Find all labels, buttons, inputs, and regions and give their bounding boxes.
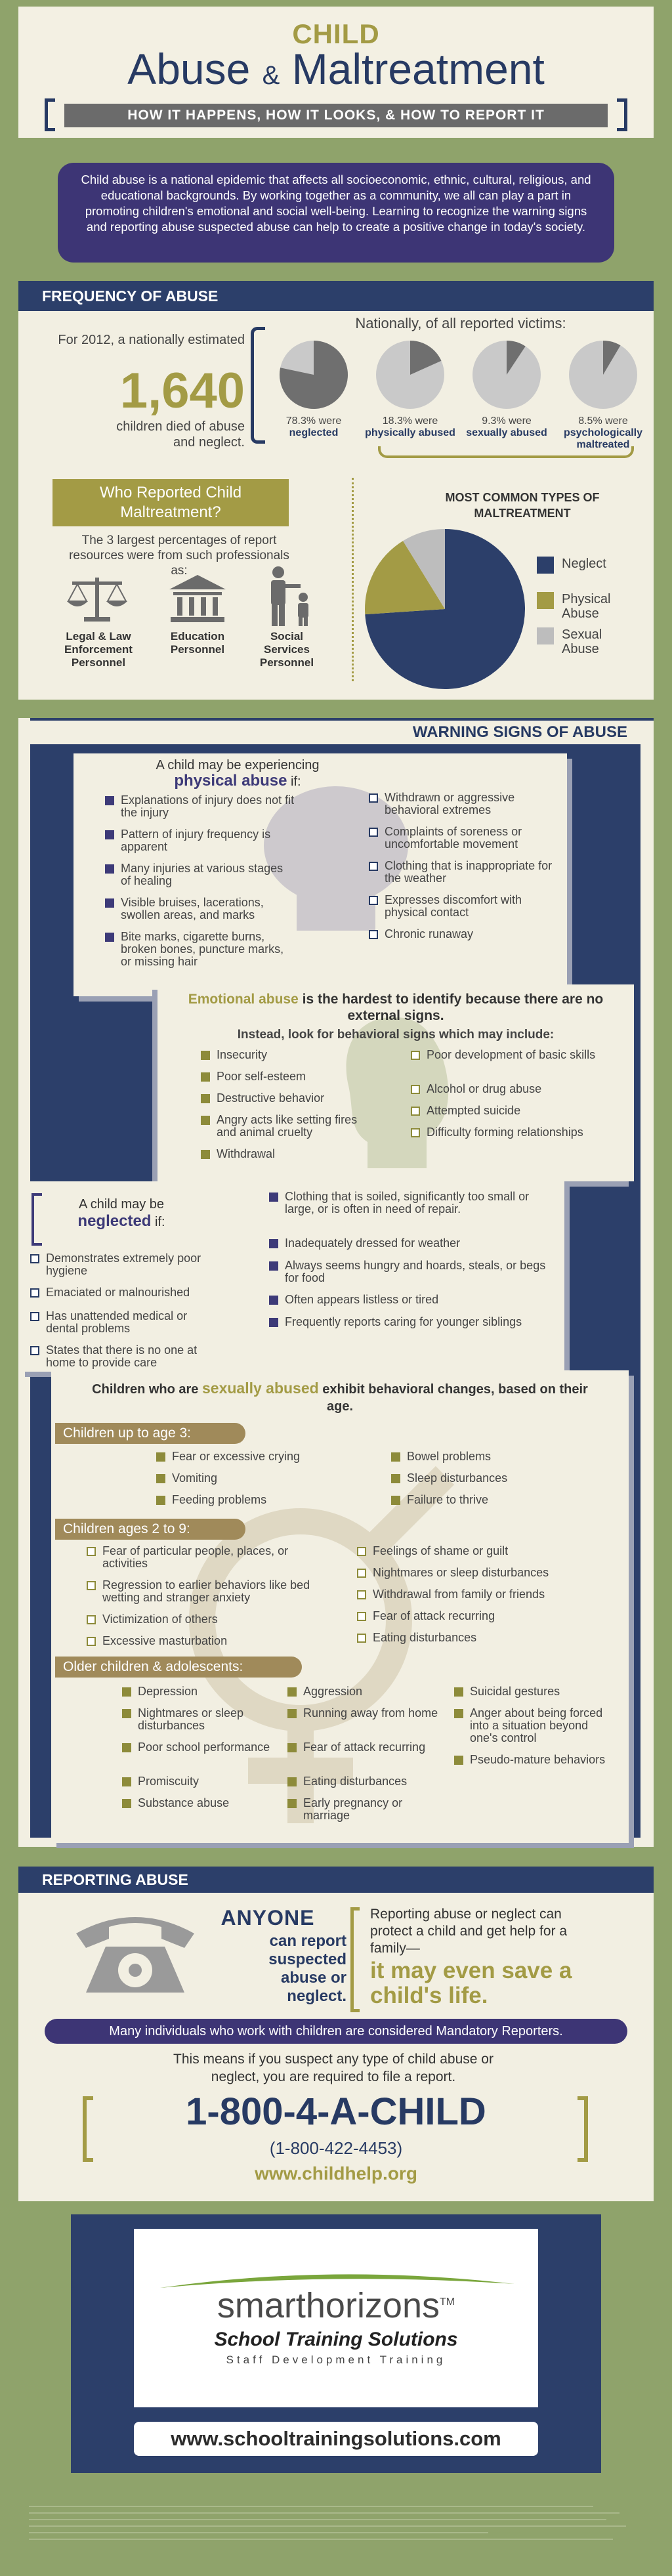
bullet-square <box>391 1496 400 1505</box>
list-item-text: Bowel problems <box>407 1450 492 1463</box>
victim-pie <box>567 339 639 411</box>
bullet-square <box>269 1318 278 1327</box>
victim-label: sexually abused <box>466 427 547 438</box>
physical-pre: A child may be experiencing <box>156 758 320 772</box>
list-item-text: Vomiting <box>172 1471 218 1485</box>
sexual-post: exhibit behavioral changes, based on their age. <box>322 1382 588 1414</box>
list-item-text: Nightmares or sleep disturbances <box>138 1706 244 1732</box>
mandatory-text: Many individuals who work with children are considered Mandatory Reporters. <box>109 2024 563 2038</box>
list-item-text: Nightmares or sleep disturbances <box>373 1566 549 1579</box>
list-item-text: Poor school performance <box>138 1741 270 1754</box>
victim-pct: 78.3% were <box>285 415 342 427</box>
list-item <box>105 828 295 853</box>
list-item-text: Feeding problems <box>172 1493 267 1506</box>
list-item <box>105 794 295 819</box>
victim-stat <box>461 339 553 439</box>
header-panel <box>18 7 654 138</box>
legend-swatch <box>537 627 554 644</box>
bullet-square <box>357 1569 366 1578</box>
list-item <box>391 1472 588 1485</box>
list-item <box>454 1707 618 1744</box>
list-item-text: Anger about being forced into a situation beyond one's control <box>470 1706 603 1744</box>
bullet-square <box>357 1612 366 1621</box>
list-item-text: Early pregnancy or marriage <box>303 1796 403 1822</box>
list-item-text: Excessive masturbation <box>102 1634 228 1647</box>
fineprint-line <box>29 2512 620 2514</box>
subtitle-bracket-right <box>617 98 627 131</box>
list-item-text: Poor development of basic skills <box>427 1048 596 1061</box>
list-item-text: Emaciated or malnourished <box>46 1286 190 1299</box>
legend-item <box>537 627 634 656</box>
title-maltreatment: Maltreatment <box>291 45 545 93</box>
bullet-square <box>87 1581 96 1590</box>
bullet-square <box>369 828 378 837</box>
legend-label: Physical Abuse <box>562 592 611 621</box>
bullet-square <box>269 1261 278 1271</box>
list-item <box>122 1797 273 1809</box>
warning-heading: WARNING SIGNS OF ABUSE <box>412 723 627 741</box>
list-item <box>287 1685 438 1698</box>
list-item <box>269 1237 558 1250</box>
list-item-text: Fear of attack recurring <box>373 1609 495 1622</box>
list-item <box>357 1545 613 1557</box>
footer-panel <box>71 2214 601 2473</box>
fineprint-line <box>29 2525 626 2527</box>
list-item <box>156 1450 353 1463</box>
list-item-text: Fear of attack recurring <box>303 1741 426 1754</box>
list-item <box>30 1286 220 1299</box>
list-item-text: Insecurity <box>217 1048 268 1061</box>
list-item <box>30 1310 220 1335</box>
emotional-panel <box>158 984 634 1181</box>
age3-col3-list <box>454 1685 618 1836</box>
list-item <box>357 1610 613 1622</box>
list-item-text: Many injuries at various stages of healing <box>121 862 284 887</box>
list-item <box>122 1685 273 1698</box>
bullet-square <box>411 1051 420 1060</box>
emotional-sub: Instead, look for behavioral signs which may include: <box>237 1028 555 1042</box>
bullet-square <box>269 1239 278 1248</box>
list-item-text: Promiscuity <box>138 1775 200 1788</box>
bullet-square <box>411 1085 420 1094</box>
list-item-text: Expresses discomfort with physical contact <box>385 893 522 919</box>
list-item <box>105 931 295 968</box>
sexual-title <box>51 1380 629 1415</box>
bullet-square <box>369 793 378 803</box>
list-item-text: Has unattended medical or dental problems <box>46 1309 188 1335</box>
list-item-text: Demonstrates extremely poor hygiene <box>46 1252 201 1277</box>
list-item-text: Pseudo-mature behaviors <box>470 1753 606 1766</box>
means-text: This means if you suspect any type of child abuse or neglect, you are required to file a report. <box>173 2052 494 2084</box>
age1-right-list <box>391 1450 588 1516</box>
stat-number: 1,640 <box>119 363 245 419</box>
list-item-text: Alcohol or drug abuse <box>427 1082 542 1095</box>
stat-post: children died of abuse and neglect. <box>116 419 245 450</box>
list-item-text: Withdrawal from family or friends <box>373 1588 545 1601</box>
footer-url[interactable]: www.schooltrainingsolutions.com <box>171 2427 501 2450</box>
victim-pie <box>471 339 543 411</box>
sexual-pre: Children who are <box>92 1382 199 1397</box>
list-item-text: Complaints of soreness or uncomfortable movement <box>385 825 522 851</box>
bullet-square <box>30 1346 39 1355</box>
victim-label: psychologically maltreated <box>563 427 643 450</box>
bullet-square <box>391 1452 400 1462</box>
list-item-text: Substance abuse <box>138 1796 230 1809</box>
list-item <box>287 1775 438 1788</box>
frequency-heading-text: FREQUENCY OF ABUSE <box>42 287 219 305</box>
bullet-square <box>287 1777 297 1786</box>
title-amp: & <box>262 61 280 90</box>
age2-title: Children ages 2 to 9: <box>55 1519 245 1540</box>
title-abuse: Abuse <box>127 45 251 93</box>
protect-text: Reporting abuse or neglect can protect a child and get help for a family— <box>370 1907 568 1956</box>
building-icon <box>168 574 227 623</box>
neglect-title <box>39 1196 203 1231</box>
list-item-text: Poor self-esteem <box>217 1070 306 1083</box>
phone-icon <box>70 1907 201 1999</box>
bullet-square <box>201 1150 210 1159</box>
list-item <box>122 1741 273 1754</box>
list-item <box>411 1049 608 1061</box>
list-item <box>87 1579 336 1604</box>
logo-box <box>134 2229 538 2407</box>
list-item <box>87 1545 336 1570</box>
who-reported-title: Who Reported Child Maltreatment? <box>52 479 289 526</box>
frequency-heading <box>18 281 654 311</box>
bullet-square <box>105 830 114 839</box>
list-item-text: Aggression <box>303 1685 363 1698</box>
scales-icon <box>64 574 130 623</box>
bullet-square <box>269 1296 278 1305</box>
list-item-text: Eating disturbances <box>303 1775 408 1788</box>
list-item <box>201 1092 378 1105</box>
page-title <box>18 46 654 98</box>
bullet-square <box>357 1547 366 1556</box>
save-text: it may even save a child's life. <box>370 1958 572 2008</box>
list-item <box>369 894 559 919</box>
list-item-text: Visible bruises, lacerations, swollen areas, and marks <box>121 896 264 921</box>
report-bracket <box>350 1907 360 2012</box>
subtitle-bracket-left <box>45 98 55 131</box>
footer-url-box <box>134 2422 538 2456</box>
fineprint-line <box>29 2506 593 2507</box>
bullet-square <box>122 1777 131 1786</box>
list-item-text: Angry acts like setting fires and animal cruelty <box>217 1113 358 1139</box>
legend-item <box>537 557 634 574</box>
bullet-square <box>287 1709 297 1718</box>
list-item-text: Chronic runaway <box>385 927 474 940</box>
sexual-panel <box>51 1370 629 1843</box>
types-title: MOST COMMON TYPES OF MALTREATMENT <box>445 491 600 520</box>
list-item-text: Often appears listless or tired <box>285 1293 439 1306</box>
list-item-text: Feelings of shame or guilt <box>373 1544 509 1557</box>
bullet-square <box>30 1254 39 1263</box>
bullet-square <box>122 1743 131 1752</box>
legend-item <box>537 592 634 621</box>
emotional-left-list <box>201 1049 378 1180</box>
who-reported-text: The 3 largest percentages of report resources were from such professionals as: <box>69 534 289 578</box>
list-item-text: Clothing that is soiled, significantly too small or large, or is often in need of repair. <box>285 1190 530 1215</box>
professional-legal: Legal & Law Enforcement Personnel <box>64 630 133 669</box>
reporting-heading-text: REPORTING ABUSE <box>42 1871 188 1888</box>
bullet-square <box>287 1687 297 1697</box>
list-item <box>105 897 295 921</box>
bullet-square <box>122 1799 131 1808</box>
list-item <box>369 860 559 885</box>
bullet-square <box>30 1312 39 1321</box>
list-item-text: Bite marks, cigarette burns, broken bones, puncture marks, or missing hair <box>121 930 284 968</box>
victims-bracket <box>251 327 265 444</box>
list-item-text: Failure to thrive <box>407 1493 489 1506</box>
neglect-pre: A child may be <box>78 1197 165 1212</box>
age3-title: Older children & adolescents: <box>55 1657 302 1678</box>
list-item <box>391 1450 588 1463</box>
bullet-square <box>411 1107 420 1116</box>
list-item-text: Sleep disturbances <box>407 1471 508 1485</box>
emotional-em: Emotional abuse <box>188 992 299 1007</box>
bullet-square <box>87 1637 96 1646</box>
bullet-square <box>454 1687 463 1697</box>
neglect-post: if: <box>155 1215 165 1229</box>
list-item <box>287 1707 438 1720</box>
age1-title: Children up to age 3: <box>55 1423 245 1444</box>
age3-col1-list <box>122 1685 273 1836</box>
stat-pre: For 2012, a nationally estimated <box>58 333 245 347</box>
list-item <box>269 1191 558 1215</box>
anyone: ANYONE <box>220 1906 315 1930</box>
reporting-panel <box>18 1867 654 2201</box>
intro-box <box>58 163 614 263</box>
age3-col2-list <box>287 1685 438 1836</box>
bullet-square <box>122 1687 131 1697</box>
bullet-square <box>87 1547 96 1556</box>
list-item-text: Pattern of injury frequency is apparent <box>121 828 271 853</box>
bullet-square <box>357 1590 366 1599</box>
bullet-square <box>369 862 378 871</box>
list-item <box>156 1494 353 1506</box>
bullet-square <box>105 898 114 908</box>
bullet-square <box>105 933 114 942</box>
list-item <box>369 928 559 940</box>
bullet-square <box>369 896 378 905</box>
bullet-square <box>201 1116 210 1125</box>
list-item <box>287 1797 438 1822</box>
list-item <box>201 1114 378 1139</box>
list-item-text: Withdrawal <box>217 1147 276 1160</box>
hotline-digits: (1-800-422-4453) <box>269 2138 403 2158</box>
list-item <box>269 1259 558 1284</box>
bullet-square <box>411 1128 420 1137</box>
bullet-square <box>287 1743 297 1752</box>
bullet-square <box>269 1193 278 1202</box>
list-item-text: Fear of particular people, places, or activities <box>102 1544 289 1570</box>
physical-em: physical abuse <box>174 772 287 790</box>
list-item-text: Eating disturbances <box>373 1631 477 1644</box>
professional-social: Social Services Personnel <box>259 630 314 669</box>
list-item-text: Depression <box>138 1685 198 1698</box>
brand-name <box>134 2285 538 2326</box>
reporting-heading <box>18 1867 654 1893</box>
fineprint-line <box>29 2532 488 2533</box>
victim-stat <box>364 339 456 439</box>
neglect-right-list <box>269 1191 558 1368</box>
list-item-text: Victimization of others <box>102 1613 218 1626</box>
physical-post: if: <box>291 774 301 789</box>
family-icon <box>262 566 315 626</box>
victims-brace <box>378 446 634 458</box>
divider <box>352 478 354 681</box>
bullet-square <box>201 1072 210 1082</box>
legend-swatch <box>537 557 554 574</box>
victims-title: Nationally, of all reported victims: <box>355 315 566 331</box>
emotional-right-list <box>411 1049 608 1180</box>
list-item-text: Fear or excessive crying <box>172 1450 301 1463</box>
legend-swatch <box>537 592 554 609</box>
list-item <box>30 1252 220 1277</box>
bullet-square <box>87 1615 96 1624</box>
list-item <box>201 1049 378 1061</box>
bullet-square <box>369 930 378 939</box>
bullet-square <box>454 1756 463 1765</box>
bullet-square <box>454 1709 463 1718</box>
bullet-square <box>357 1634 366 1643</box>
bullet-square <box>30 1288 39 1298</box>
list-item <box>122 1707 273 1732</box>
list-item <box>391 1494 588 1506</box>
physical-title <box>74 757 402 790</box>
list-item <box>454 1685 618 1698</box>
physical-right-list <box>369 792 559 988</box>
list-item-text: Clothing that is inappropriate for the weather <box>385 859 553 885</box>
list-item-text: Frequently reports caring for younger siblings <box>285 1315 522 1328</box>
list-item-text: States that there is no one at home to provide care <box>46 1343 198 1369</box>
list-item <box>269 1316 558 1328</box>
list-item <box>454 1754 618 1766</box>
bullet-square <box>156 1452 165 1462</box>
warning-heading-bar <box>30 718 654 744</box>
list-item-text: Attempted suicide <box>427 1104 521 1117</box>
victim-stat <box>557 339 649 451</box>
list-item-text: Running away from home <box>303 1706 438 1720</box>
bullet-square <box>122 1709 131 1718</box>
list-item <box>30 1344 220 1369</box>
list-item <box>357 1632 613 1644</box>
fineprint-line <box>29 2519 606 2520</box>
list-item-text: Difficulty forming relationships <box>427 1126 583 1139</box>
victim-pct: 9.3% were <box>482 415 532 427</box>
list-item <box>87 1635 336 1647</box>
victim-pct: 18.3% were <box>382 415 438 427</box>
neglect-left-list <box>30 1252 220 1370</box>
neglect-panel <box>20 1181 564 1372</box>
professional-education: Education Personnel <box>170 630 225 656</box>
brand-text: smarthorizons <box>217 2286 440 2325</box>
fineprint-line <box>29 2539 613 2540</box>
anyone-sub: can report suspected abuse or neglect. <box>268 1932 346 2005</box>
list-item <box>287 1741 438 1754</box>
physical-left-list <box>105 794 295 991</box>
list-item <box>411 1126 608 1139</box>
list-item <box>156 1472 353 1485</box>
list-item-text: Destructive behavior <box>217 1091 325 1105</box>
brand-sub: School Training Solutions <box>214 2329 458 2350</box>
list-item-text: Explanations of injury does not fit the injury <box>121 793 295 819</box>
legend-label: Sexual Abuse <box>562 627 602 656</box>
list-item <box>105 862 295 887</box>
bullet-square <box>156 1474 165 1483</box>
bullet-square <box>201 1094 210 1103</box>
list-item <box>87 1613 336 1626</box>
fineprint-block <box>29 2502 643 2567</box>
types-pie <box>360 524 530 694</box>
list-item-text: Inadequately dressed for weather <box>285 1236 461 1250</box>
mandatory-banner <box>45 2019 627 2044</box>
victim-label: neglected <box>289 427 339 438</box>
list-item-text: Regression to earlier behaviors like bed wetting and stranger anxiety <box>102 1578 310 1604</box>
victim-pie <box>278 339 350 411</box>
bullet-square <box>156 1496 165 1505</box>
list-item <box>369 826 559 851</box>
list-item-text: Always seems hungry and hoards, steals, or begs for food <box>285 1259 546 1284</box>
sexual-em: sexually abused <box>201 1380 319 1397</box>
victim-pies <box>268 339 654 450</box>
emotional-title <box>158 991 634 1024</box>
victim-pie <box>374 339 446 411</box>
list-item <box>357 1588 613 1601</box>
list-item <box>357 1567 613 1579</box>
list-item <box>201 1148 378 1160</box>
physical-panel <box>74 753 567 996</box>
brand-sub2: Staff Development Training <box>226 2354 446 2366</box>
list-item-text: Suicidal gestures <box>470 1685 560 1698</box>
victim-stat <box>268 339 360 439</box>
list-item <box>201 1070 378 1083</box>
list-item-text: Withdrawn or aggressive behavioral extremes <box>385 791 515 816</box>
frequency-panel <box>18 281 654 700</box>
bullet-square <box>105 864 114 874</box>
age1-left-list <box>156 1450 353 1516</box>
victim-pct: 8.5% were <box>578 415 628 427</box>
list-item <box>369 792 559 816</box>
website-link[interactable]: www.childhelp.org <box>255 2163 417 2184</box>
bullet-square <box>391 1474 400 1483</box>
list-item <box>122 1775 273 1788</box>
bullet-square <box>105 796 114 805</box>
hotline-number[interactable]: 1-800-4-A-CHILD <box>186 2090 486 2133</box>
bullet-square <box>287 1799 297 1808</box>
emotional-title-text: is the hardest to identify because there are no external signs. <box>302 992 604 1023</box>
subtitle: HOW IT HAPPENS, HOW IT LOOKS, & HOW TO REPORT IT <box>64 104 608 127</box>
neglect-em: neglected <box>77 1212 152 1230</box>
intro-text: Child abuse is a national epidemic that affects all socioeconomic, ethnic, cultural, religious, and educational backgrounds. By working together as a community, we all can play a part in promoting children's emotional and social well-being. Learning to recognize the warning signs and reporting abuse suspected abuse can help to create a positive change in today's society. <box>81 173 591 234</box>
victim-label: physically abused <box>365 427 455 438</box>
legend-label: Neglect <box>562 557 606 571</box>
list-item <box>269 1294 558 1306</box>
types-legend <box>537 557 648 662</box>
bullet-square <box>201 1051 210 1060</box>
list-item <box>411 1105 608 1117</box>
age2-right-list <box>357 1545 620 1676</box>
brand-tm: TM <box>440 2296 455 2308</box>
list-item <box>411 1083 608 1095</box>
title-child: CHILD <box>292 18 380 49</box>
